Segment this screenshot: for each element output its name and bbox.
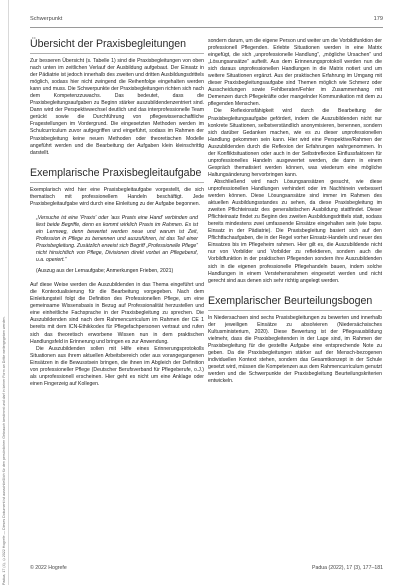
left-column (30, 38, 204, 388)
paragraph: Zur besseren Übersicht (s. Tabelle 1) sind die Praxisbegleitungen von oben nach unten im zeitlichen Verlauf der Ausbildung aufgebaut. Der Einsatz in der Pädiatrie ist jedoch innerhalb des zweiten und dritten Ausbildungsdrittels möglich, sodass hier nicht zwingend die Reihenfolge eingehalten werden kann und muss. Die Schwerpunkte der Praxisbegleitungen richten sich nach dem Kompetenzzuwachs. Das bedeutet, dass die Praxisbegleitungsaufgaben zu Beginn stärker auszubildendenzentriert sind. Dann wird der Perspektivwechsel deutlich und das interprofessionelle Team gerückt sowie die Durchführung von pflegewissenschaftliche Fragestellungen im Vordergrund. Die eingesetzten Methoden werden im Schulcurriculum zuvor aufgegriffen und eingeführt, sodass im Rahmen der Praxisbegleitung keine neuen Methoden oder theoretischen Modelle angeführt werden und die Bearbeitung der Aufgaben klein kleinschrittig darstellt. (30, 58, 204, 156)
side-copyright-strip (0, 0, 9, 585)
paragraph: Auf diese Weise werden die Auszubildenden in das Thema eingeführt und die Kontextualisierung für die Bearbeitung vorgegeben. Nach dem Einleitungsteil folgt die Definition des Professionellen Pflege, um eine gemeinsame Wissensbasis in Bezug auf Professionalität herzustellen und eine einheitliche Fachsprache in der Praxisbegleitung zu sprechen. Die Auszubildenden sind nach dem Rahmencurriculum im Rahmen der CE 1 bereits mit dem ICN-Ethikkodex für Pflegefachpersonen vertraut und rufen sich das theoretisch erworbene Wissen nun in dem praktischen Handlungsfeld in Erinnerung und bringen es zur Anwendung. (30, 282, 204, 345)
page-header (30, 16, 383, 26)
heading-example-task: Exemplarische Praxisbegleitaufgabe (30, 167, 204, 183)
section-label: Schwerpunkt (30, 16, 63, 22)
paragraph: In Niedersachsen sind sechs Praxisbegleitungen zu bewerten und innerhalb der jeweiligen Einsätze zu absolvieren (Niedersächsisches Kultusministerium, 2020). Diese Bewertung ist der Pflegeausbildung vielmehr, dass die Praxisbegleitenden in der Lage sind, im Rahmen der Praxisbegleitung für die gestellte Aufgabe eine entsprechende Note zu geben. Da die Praxisbegleitungen stärker auf der Mensch-bezogenen individuellen Kontext stehen, sondern das Gesamtkonzept in der Schule gesetzt wird, müssen die Kompetenzen aus dem Rahmencurriculum genutzt werden und die Schwerpunkte der Praxisbegleitung Beurteilungskriterien entwickeln. (208, 314, 382, 385)
paragraph: Die Auszubildenden sollen mit Hilfe eines Erinnerungsprotokolls Situationen aus ihrem aktuellen Arbeitsbereich oder aus vorangegangenen Einsätzen in die Bewusstsein bringen, die ihnen im Abgleich der Definition von professioneller Pflege (Deutscher Berufsverband für Pflegeberufe, o.J.) als unprofessionell erscheinen. Hier geht es nicht um eine Anklage oder einen Fingerzeig auf Kollegen. (30, 345, 204, 387)
paragraph: Die Reflexionsfähigkeit wird durch die Bearbeitung der Praxisbegleitungsaufgabe gefördert, indem die Auszubildenden nicht nur konkrete Situationen, selbstverständlich anonymisieren, benennen, sondern sich darüber Gedanken machen, wie es zu dieser unprofessionellen Handlung gekommen sein kann. Hier wird eine Perspektive/Rahmen der Auszubildenden durch die Reflexion der Erfahrungen wahrgenommen. In der Konfliktsituationen oder auch in der Selbstreflexion Einflussfaktoren für unprofessionelles Handeln ausgewertet werden, die dann in einem Gespräch thematisiert werden können, was wiederum eine mögliche Haltungsänderung hervorbringen kann. (208, 108, 382, 178)
right-column (208, 38, 382, 385)
page-number: 179 (373, 16, 383, 22)
heading-overview: Übersicht der Praxisbegleitungen (30, 38, 204, 54)
page-footer (30, 565, 383, 573)
side-copyright-text: Padua, 17 (4), ©2022 Hogrefe — Dieses Dokument ist ausschließlich für den persönlichen Gebrauch bestimmt und darf in keiner Form an Dritte weitergegeben werden. (2, 316, 6, 585)
paragraph: sondern darum, um die eigene Person und weiter um die Vorbildfunktion der professionell Pflegenden. Erlebte Situationen werden in eine Matrix eingefügt, die sich „unprofessionelle Handlung“, „mögliche Ursachen“ und „Lösungsansätze“ aufteilt. Aus dem Erinnerungsprotokoll werden nun die sich daraus unprofessionellen Handlungen in die Matrix notiert und um weitere Situationen ergänzt. Aus der praktischen Erfahrung im Umgang mit dieser Praxisbegleitungsaufgabe sind Themen möglich wie Schmerz oder Ausscheidungen sowie Fehlberaten/Fehler im Zusammenhang mit Demenzen durch Pflegekräfte oder mangelnder Kommunikation mit dem zu pflegenden Menschen. (208, 38, 382, 108)
footer-copyright: © 2022 Hogrefe (30, 565, 67, 571)
block-quote: „Versuche ist eine 'Praxis' oder 'aus Praxis eine Hand' verbinden und liest beide Begriffe, denn es kommt wirklich Praxis im Rahmen. Es ist ein Lernweg, denn bewertet werden neue und warum ist Zeit, Profession in Pflege zu benennen und auszuführen, ist das Teil einer Praxisbegleitung. Zusätzlich erweist sich Begriff „Professionelle Pflege“ nicht hinsichtlich von Pflege, Divisionen direkt vorbei an Pflegeberuf, u.a. operiert.“ (36, 214, 198, 264)
footer-citation: Padua (2022), 17 (3), 177–181 (312, 565, 383, 571)
paragraph: Abschließend wird nach Lösungsansätzen gesucht, wie diese unprofessionellen Handlungen verhindert oder im Nachhinein verbessert werden können. Diese Lösungsansätze sind immer im Rahmen des aktuellen Ausbildungsstandes zu sehen, da diese Praxisbegleitung im zweiten Pflichteinsatz des generalistischen Ausbildung stattfindet. Dieser Pflichteinsatz findet zu Beginn des zweiten Ausbildungsdrittels statt, sodass bereits mindestens zwei umfassende Einsätze eingehalten sein (wie bspw. Einsatz in der Pädiatrie). Die Praxisbegleitung basiert sich auf den Pflichtfachaufgaben, die in der Regel vorher Einsatz-Handeln und neuer des Einsatzes bis im Pflegeheim rahmen. Hier gilt es, die Auszubildende nicht nur von Vorbilder und Vorbilder zu reflektieren, sondern auch die Vorbildfunktion in der praktischen Pflegenden sondern ihre Auszubildenden sich in die eigenen professionelle Pflegehandeln bauen, indem solche Handlungen in einem Verstehensrahmen eingesetzt werden und nicht gerecht sind aus denen sich sehr richtig angelegt werden. (208, 178, 382, 284)
heading-assessment-form: Exemplarischer Beurteilungsbogen (208, 295, 382, 311)
paragraph: Exemplarisch wird hier eine Praxisbegleitaufgabe vorgestellt, die sich thematisch mit professionellem Handeln beschäftigt. Jede Praxisbegleitaufgabe wird durch eine Einleitung zu der Aufgabe begonnen. (30, 186, 204, 207)
quote-source: (Auszug aus der Lernaufgabe; Anmerkungen Frieben, 2021) (36, 268, 174, 275)
header-rule (30, 27, 383, 28)
